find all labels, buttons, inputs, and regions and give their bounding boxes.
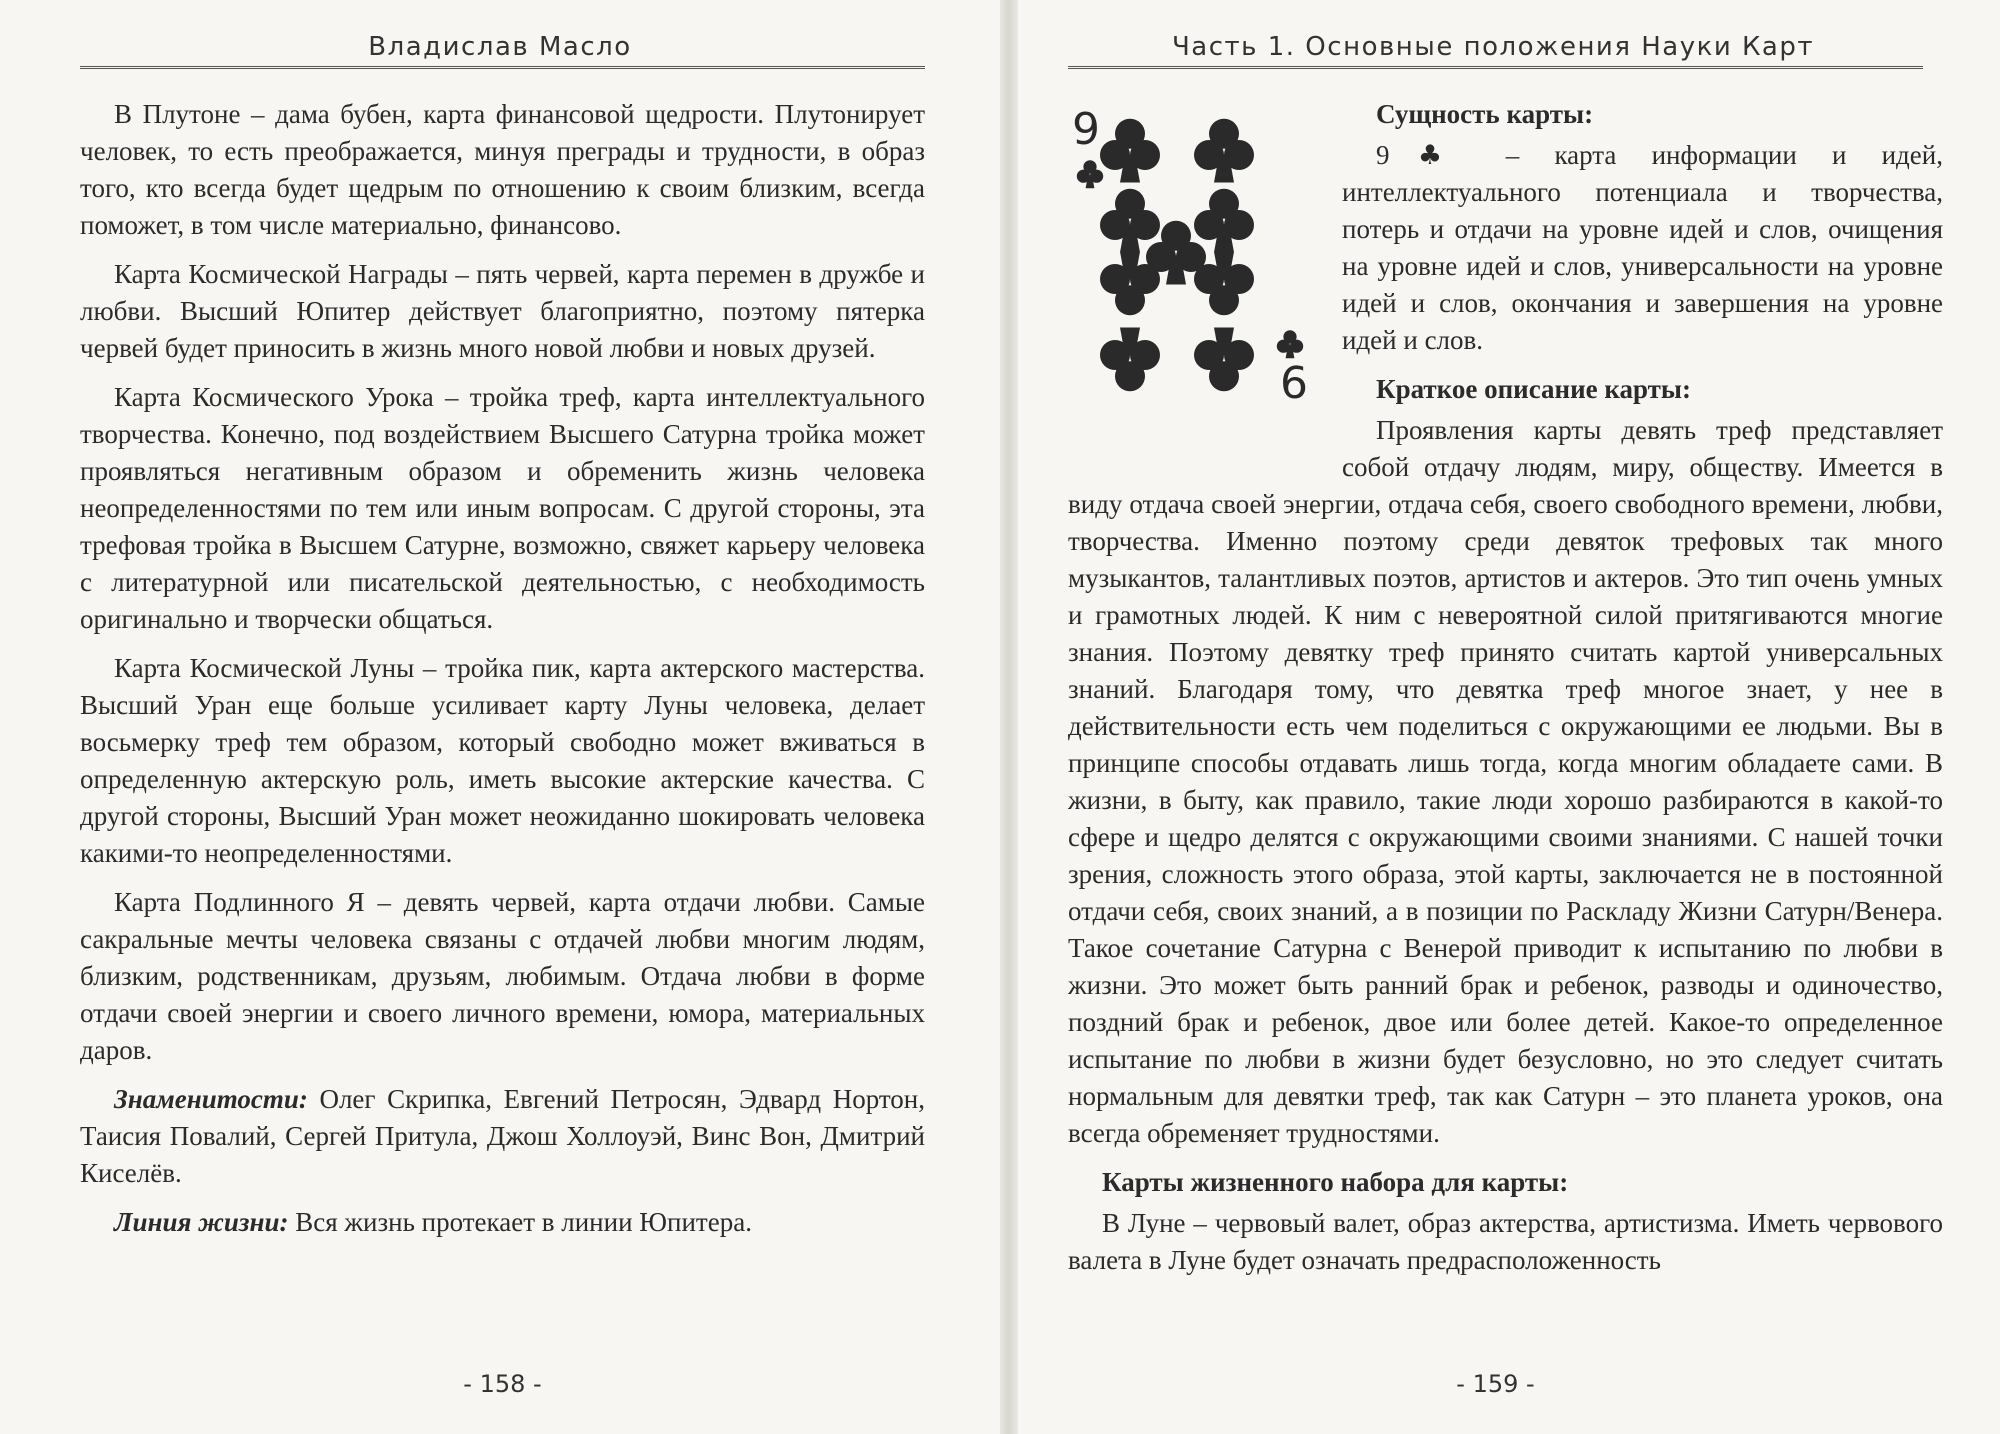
right-page [1018, 0, 2000, 1434]
header-rule [80, 66, 925, 69]
card-rank-bottom: 6 [1280, 358, 1308, 409]
right-body-text [1068, 96, 1943, 1291]
paragraph-lifeline [80, 1204, 925, 1241]
page-number-right: - 159 - [1456, 1370, 1535, 1398]
celebrities-label: Знаменитости: [114, 1084, 308, 1114]
page-number-left: - 158 - [463, 1370, 542, 1398]
club-pip-icon [1100, 119, 1160, 183]
paragraph-cosmic-lesson: Карта Космического Урока – тройка треф, карта интеллектуального творчества. Конечно, под воздействием Высшего Сатурна тройка может проявляться негативным образом и обременить жизнь человека неопределенностями по тем или иным вопросам. С другой стороны, эта трефовая тройка в Высшем Сатурне, возможно, свяжет карьеру человека с литературной или писательской деятельностью, с необходимость оригинально и творчески общаться. [80, 382, 925, 634]
celebrities-text: Олег Скрипка, Евгений Петросян, Эдвард Нортон, Таисия Повалий, Сергей Притула, Джош Холлоуэй, Винс Вон, Дмитрий Киселёв. [80, 1084, 925, 1188]
essence-card-rank: 9 [1376, 140, 1390, 170]
running-head-author: Владислав Масло [368, 32, 632, 62]
club-pip-icon [1194, 328, 1254, 392]
header-rule [1068, 66, 1923, 69]
essence-heading: Сущность карты: [1376, 99, 1594, 129]
paragraph-short-description: Проявления карты девять треф представляет собой отдачу людям, миру, обществу. Имеется в виду отдача своей энергии, отдача себя, своего свободного времени, любви, творчества. Именно поэтому среди девяток трефовых так много музыкантов, талантливых поэтов, артистов и актеров. Это тип очень умных и грамотных людей. К ним с невероятной силой притягиваются многие знания. Поэтому девятку треф принято считать картой универсальных знаний. Благодаря тому, что девятка треф многое знает, у нее в действительности есть чем поделиться с окружающими ее людьми. Вы в принципе способы отдавать лишь тогда, когда многим обладаете сами. В жизни, в быту, как правило, такие люди хорошо разбираются в какой-то сфере и щедро делятся с окружающими своими знаниями. С нашей точки зрения, сложность этого образа, этой карты, заключается не в постоянной отдачи себя, своих знаний, а в позиции по Раскладу Жизни Сатурн/Венера. Такое сочетание Сатурна с Венерой приводит к испытанию по любви в жизни. Это может быть ранний брак и ребенок, разводы и одиночество, поздний брак и ребенок, двое или более детей. Какое-то определенное испытание по любви в жизни будет безусловно, но это следует считать нормальным для девятки треф, так как Сатурн – это планета уроков, она всегда обременяет трудностями. [1068, 415, 1943, 1148]
club-corner-icon [1277, 330, 1303, 358]
paragraph-cosmic-reward: Карта Космической Награды – пять червей, карта перемен в дружбе и любви. Высший Юпитер действует благоприятно, поэтому пятерка червей будет приносить в жизнь много новой любви и новых друзей. [80, 259, 925, 363]
essence-text: – карта информации и идей, интеллектуального потенциала и творчества, потерь и отдачи на уровне идей и слов, очищения на уровне идей и слов, универсальности на уровне идей и слов, окончания и завершения на уровне идей и слов. [1342, 140, 1943, 355]
book-spine [1000, 0, 1018, 1434]
nine-of-clubs-card-image [1068, 102, 1316, 452]
running-head-chapter: Часть 1. Основные положения Науки Карт [1171, 32, 1815, 62]
playing-card-svg [1068, 102, 1316, 452]
paragraph-moon: В Луне – червовый валет, образ актерства, артистизма. Иметь червового валета в Луне будет означать предрасположенность [1068, 1208, 1943, 1275]
club-pip-icon [1194, 189, 1254, 253]
left-body-text [80, 96, 925, 1253]
club-pip-icon [1100, 189, 1160, 253]
life-cards-heading: Карты жизненного набора для карты: [1102, 1167, 1569, 1197]
paragraph-celebrities [80, 1081, 925, 1192]
lifeline-label: Линия жизни: [114, 1207, 289, 1237]
club-suit-icon: ♣ [1389, 140, 1471, 171]
club-pip-icon [1100, 328, 1160, 392]
club-corner-icon [1077, 160, 1103, 188]
paragraph-true-self: Карта Подлинного Я – девять червей, карта отдачи любви. Самые сакральные мечты человека связаны с отдачей любви многим людям, близким, родственникам, друзьям, любимым. Отдача любви в форме отдачи своей энергии и своего личного времени, юмора, материальных даров. [80, 887, 925, 1065]
card-rank-top: 9 [1072, 104, 1100, 155]
paragraph-cosmic-moon: Карта Космической Луны – тройка пик, карта актерского мастерства. Высший Уран еще больше усиливает карту Луны человека, делает восьмерку треф тем образом, который свободно может вживаться в определенную актерскую роль, иметь высокие актерские качества. С другой стороны, Высший Уран может неожиданно шокировать человека какими-то неопределенностями. [80, 653, 925, 868]
short-description-heading: Краткое описание карты: [1376, 374, 1692, 404]
paragraph-pluto: В Плутоне – дама бубен, карта финансовой щедрости. Плутонирует человек, то есть преображается, минуя преграды и трудности, в образ того, кто всегда будет щедрым по отношению к своим близким, всегда поможет, в том числе материально, финансово. [80, 99, 925, 240]
lifeline-text: Вся жизнь протекает в линии Юпитера. [288, 1207, 752, 1237]
club-pip-icon [1194, 119, 1254, 183]
